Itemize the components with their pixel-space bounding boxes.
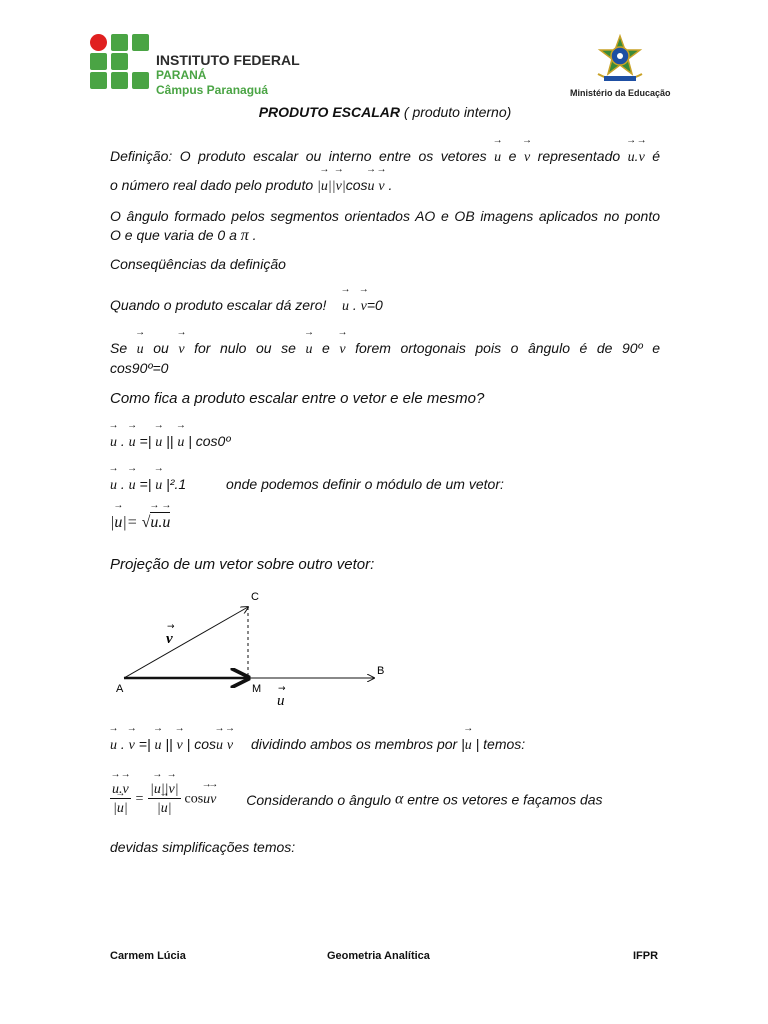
angle-line2: O e que varia de 0 a [110,227,237,243]
label-a: A [116,683,124,695]
vector-v: → v [210,792,216,808]
vector-u: → u [150,513,158,532]
institute-line2: PARANÁ [156,68,207,82]
fraction-right: $\frac{|\to u||\to v|}{|\to u|}$ [148,782,181,817]
equation-4-text: Considerando o ângulo [246,791,392,808]
coat-of-arms-icon [590,34,650,88]
ortho-line2: cos90º=0 [110,360,169,376]
vector-v: → v [227,736,233,755]
logo-square [111,34,128,51]
footer-author: Carmem Lúcia [110,950,186,962]
label-m: M [252,683,262,695]
equation-4: → $\frac{u.\to v}{|\to u|}$ = $\frac{|\to u||\to v|}{|\to u|}$ cos→ u→ v Considerando o ângulo α entre os vetores e façamos das [110,782,660,817]
vector-v: → v [178,340,184,359]
vector-u: → u [155,476,162,495]
zero-text: Quando o produto escalar dá zero! [110,297,327,313]
ortho-text: ou [153,340,169,356]
alpha-symbol: α [394,790,404,808]
vector-u: → u [465,736,472,755]
angle-line1: O ângulo formado pelos segmentos orientados AO e OB imagens aplicados no ponto [110,208,660,224]
fraction-left: → $\frac{u.\to v}{|\to u|}$ [110,782,131,817]
equation-tail: | cos0º [188,433,231,449]
vector-u: → u [628,148,635,167]
consequences-heading: Conseqüências da definição [110,256,286,272]
vector-v: → v [361,297,367,316]
module-formula: |→ u|= √→ u.→ u [110,513,660,532]
vector-u: → u [321,177,328,196]
ministry-label: Ministério da Educação [570,88,671,98]
orthogonal-paragraph [110,339,660,378]
equation-2-text: onde podemos definir o módulo de um vetor: [226,476,504,492]
vector-u: → u [216,736,223,755]
ifpr-logo [90,34,152,96]
vector-v: → v [123,782,129,798]
vector-u: → u [155,433,162,452]
conjunction: e [508,148,517,164]
logo-square [90,72,107,89]
final-line: devidas simplificações temos: [110,839,296,855]
vector-u: → u [129,476,136,495]
institute-line1: INSTITUTO FEDERAL [156,52,300,68]
zero-product-line: Quando o produto escalar dá zero! → u . → v=0 [110,296,660,316]
label-c: C [251,591,259,603]
period: . [252,227,257,243]
vector-u: → u [161,801,168,817]
vector-u: → u [367,177,374,196]
same-vector-question: Como fica a produto escalar entre o vetor e ele mesmo? [110,390,485,407]
logo-red-dot [90,34,107,51]
equation-1: → u . → u =| → u || → u | cos0º [110,432,660,452]
logo-square [132,34,149,51]
logo-square [111,72,128,89]
vector-v: → v [177,736,183,755]
footer-subject: Geometria Analítica [327,950,430,962]
equation-2: → u . → u =| → u |².1 onde podemos definir o módulo de um vetor: [110,475,660,495]
arrow-over-u-icon: → [278,684,286,694]
vector-u: → u [110,736,117,755]
squared-term: |².1 [166,476,187,492]
vector-v: → v [336,177,342,196]
ortho-text: forem ortogonais pois o ângulo é de 90º e [355,340,660,356]
pi-symbol: π [240,227,249,244]
definition-text: o número real dado pelo produto [110,177,314,193]
logo-square [132,72,149,89]
vector-v: → v [639,148,645,167]
institute-name [156,53,300,98]
vector-u: → u [110,433,117,452]
equation-3-text: dividindo ambos os membros por [250,736,458,752]
vector-u: → u [112,782,119,798]
ortho-text: e [322,340,330,356]
vector-u: → u [110,476,117,495]
label-v: v [166,631,173,647]
vector-u: → u [162,513,170,532]
label-b: B [377,665,385,677]
ortho-text: for nulo ou se [194,340,296,356]
arrow-over-v-icon: → [167,622,175,632]
equation-3: → u . → v =| → u || → v | cos→ u → v dividindo ambos os membros por |→ u | temos: [110,735,660,755]
vector-u: → u [494,148,501,167]
cos-label: cos [184,791,204,807]
vector-v: → v [129,736,135,755]
vector-u: → u [305,340,312,359]
vector-u: → u [137,340,144,359]
logo-square [111,53,128,70]
definition-line2: o número real dado pelo produto |→ u||→ v|cos→ u → v . [110,176,660,196]
vector-v: → v [339,340,345,359]
projection-diagram [110,585,410,715]
dot: . [634,148,639,164]
vector-u: → u [203,792,210,808]
projection-heading: Projeção de um vetor sobre outro vetor: [110,556,375,573]
cos-label: cos [345,177,368,193]
footer-institution: IFPR [633,950,659,962]
angle-paragraph [110,207,660,245]
definition-text: é [652,148,661,164]
vector-v: → v [524,148,530,167]
equation-tail: =0 [366,297,383,313]
title-main: PRODUTO ESCALAR [258,104,400,120]
vector-u: → u [342,297,349,316]
vector-u: → u [154,736,161,755]
title-sub: ( produto interno) [403,104,512,120]
vector-v: → v [378,177,384,196]
vector-u: → u [114,513,122,532]
equation-4-text: entre os vetores e façamos das [407,791,603,808]
logo-square [90,53,107,70]
definition-text: Definição: O produto escalar ou interno entre os vetores [110,148,487,164]
vector-v: → v [169,782,175,798]
equation-3-tail: | temos: [475,736,526,752]
vector-ac-line [124,607,248,678]
cos-label: cos [194,736,216,752]
vector-u: → u [177,433,184,452]
label-u: u [277,693,285,709]
definition-text: representado [537,148,621,164]
period: . [388,177,393,193]
page-title [110,104,660,120]
vector-u: → u [117,801,124,817]
ortho-text: Se [110,340,128,356]
vector-u: → u [129,433,136,452]
vector-u: → u [154,782,161,798]
institute-line3: Câmpus Paranaguá [156,83,269,97]
